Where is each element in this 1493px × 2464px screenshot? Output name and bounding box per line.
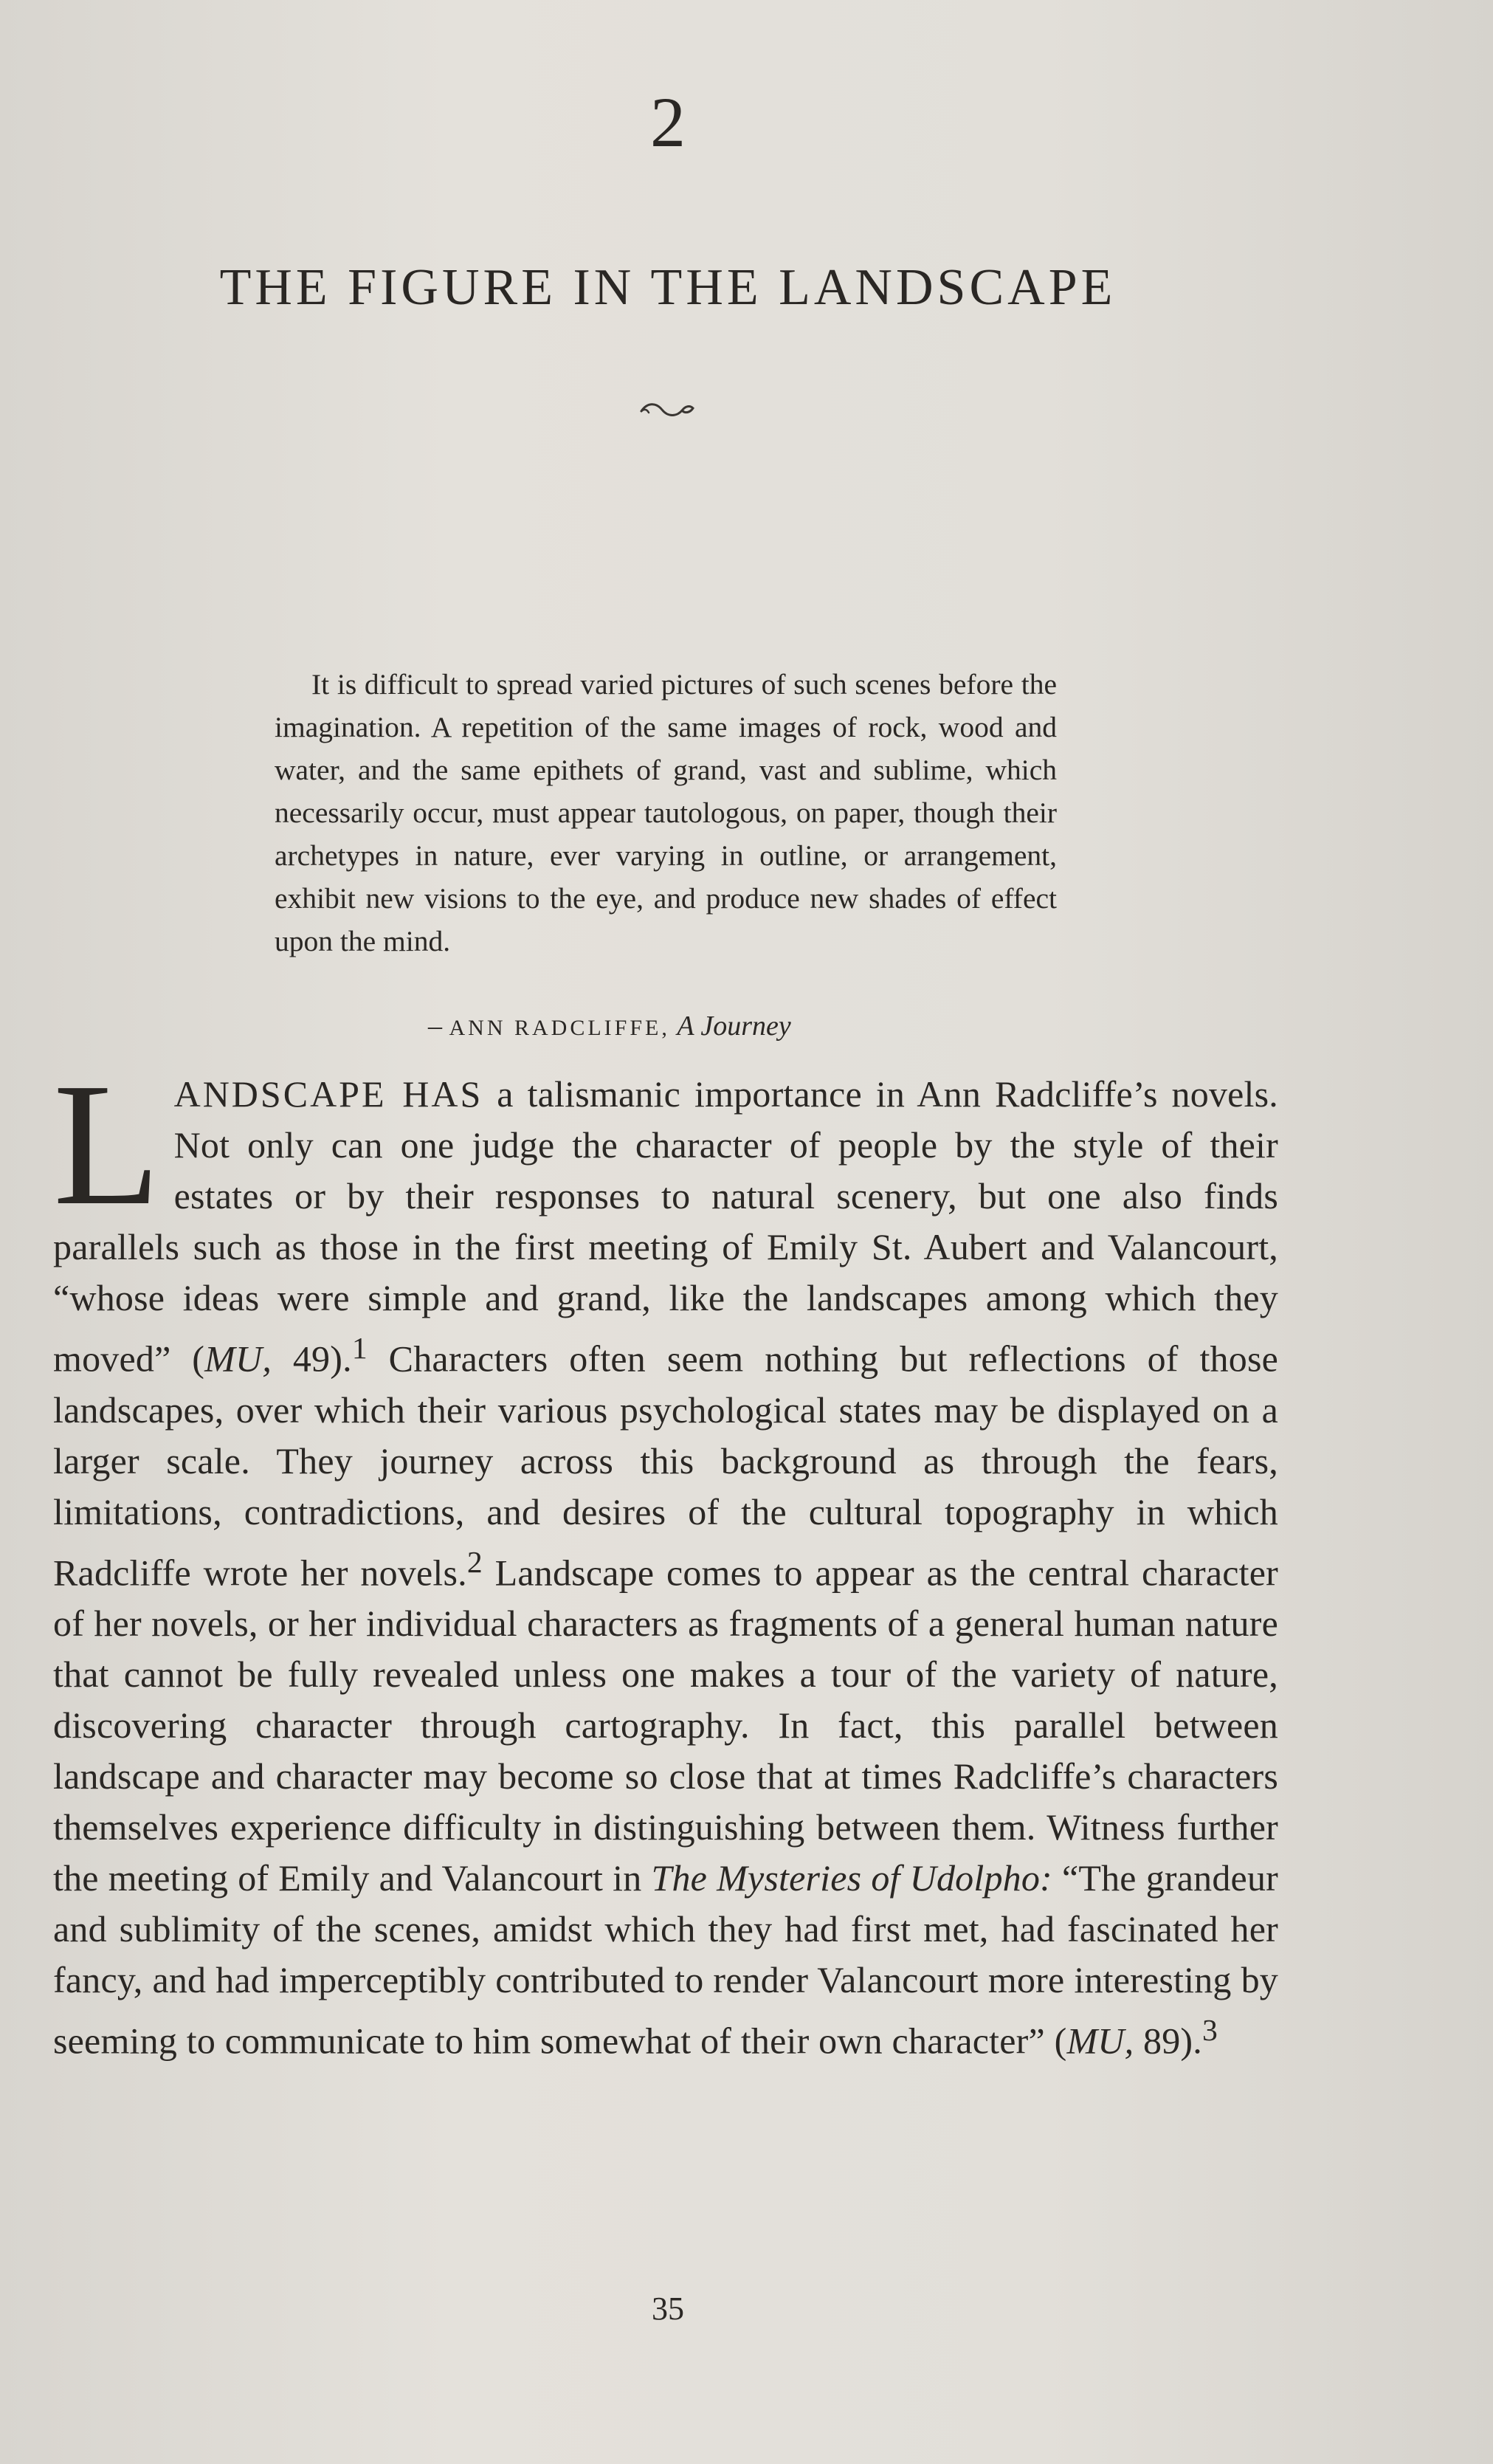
attribution-work: A Journey (677, 1011, 791, 1042)
body-text-3: Characters often seem nothing but reflections of those landscapes, over which their various psychological states may be displayed on a larger scale. They journey across this background as through the fears, limitations, contradictions, and desires of the cultural topography in which Radcliffe wrote her novels. (53, 1338, 1278, 1594)
lead-caps: ANDSCAPE HAS (173, 1073, 483, 1115)
footnote-ref-2[interactable]: 2 (466, 1545, 483, 1580)
attribution-author: ANN RADCLIFFE, (449, 1016, 670, 1040)
chapter-number: 2 (650, 83, 686, 162)
citation-mu-1: MU, (204, 1338, 272, 1380)
footnote-ref-3[interactable]: 3 (1201, 2014, 1218, 2048)
body-text-1: a talismanic importance in Ann Radcliffe’s novels. Not only can one judge the character of people by the style of their estates or by their responses to natural scenery, but one also finds parallels such as those in the first meeting of Emily St. Aubert and Valancourt, “whose ideas were simple and grand, like the landscapes among which they moved” ( (53, 1073, 1278, 1380)
body-text-5: “The grandeur and sublimity of the scenes, amidst which they had first met, had fascinated her fancy, and had imperceptibly contributed to render Valancourt more interesting by seeming to communicate to him somewhat of their own character” ( (53, 1857, 1278, 2062)
body-paragraph (53, 1047, 1278, 2067)
book-title: The Mysteries of Udolpho: (651, 1857, 1052, 1899)
body-text-4: Landscape comes to appear as the central character of her novels, or her individual characters as fragments of a general human nature that cannot be fully revealed unless one makes a tour of the variety of nature, discovering character through cartography. In fact, this parallel between landscape and character may become so close that at times Radcliffe’s characters themselves experience difficulty in distinguishing between them. Witness further the meeting of Emily and Valancourt in (53, 1552, 1278, 1899)
footnote-ref-1[interactable]: 1 (351, 1332, 368, 1366)
body-text-6: 89). (1134, 2020, 1202, 2062)
epigraph-text: It is difficult to spread varied pictures of such scenes before the imagination. A repetition of the same images of rock, wood and water, and the same epithets of grand, vast and sublime, which necessarily occur, must appear tautologous, on paper, though their archetypes in nature, ever varying in outline, or arrangement, exhibit new visions to the eye, and produce new shades of effect upon the mind. (275, 668, 1057, 957)
fleuron-swash-icon (637, 395, 696, 424)
chapter-title: THE FIGURE IN THE LANDSCAPE (219, 259, 1117, 316)
page-number: 35 (652, 2291, 684, 2327)
citation-mu-2: MU, (1066, 2020, 1134, 2062)
epigraph (275, 663, 1057, 963)
drop-cap: L (53, 1047, 161, 1242)
attribution-dash: – (428, 1011, 449, 1042)
body-text-2: 49). (272, 1338, 352, 1380)
epigraph-attribution (428, 1010, 791, 1042)
